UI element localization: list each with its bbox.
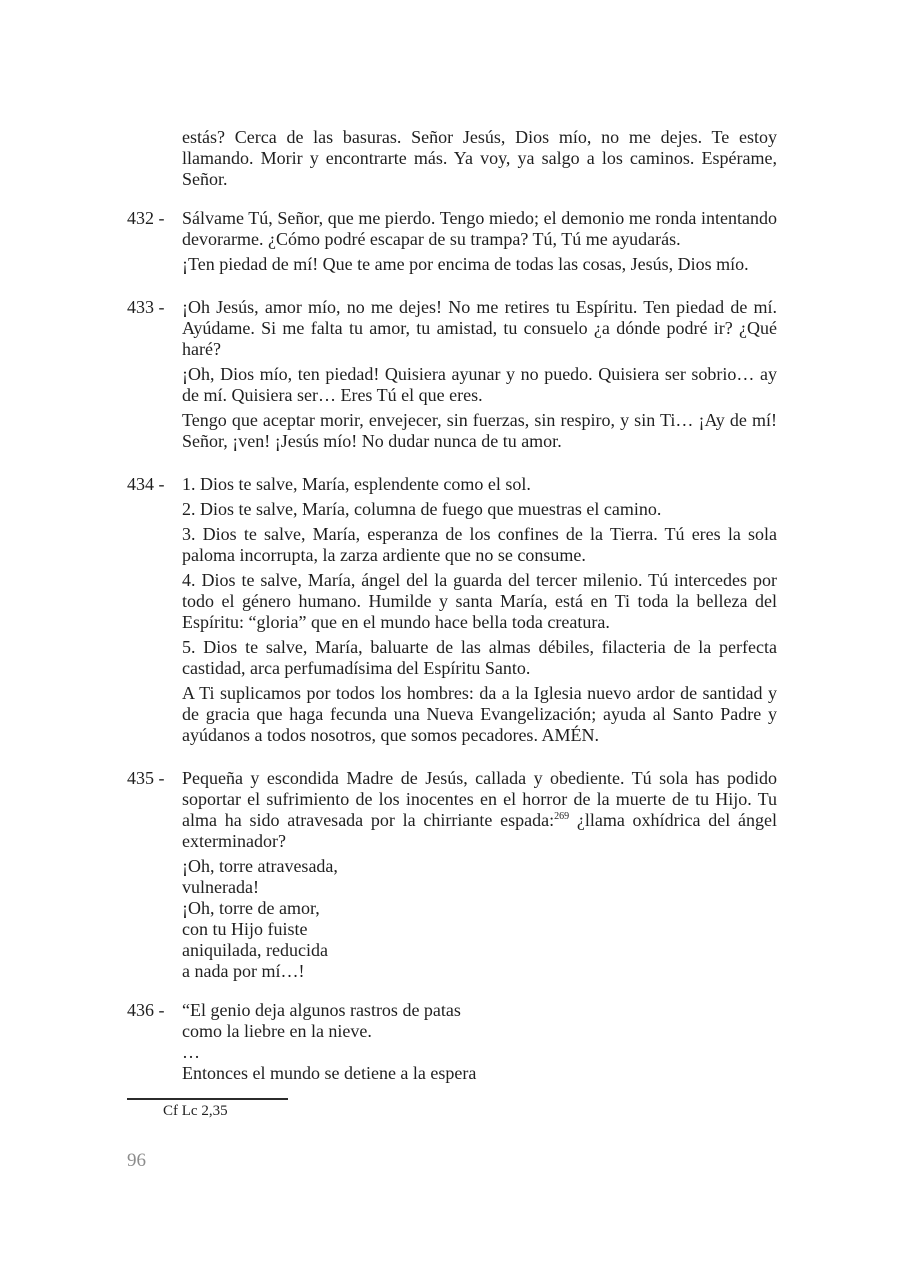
entry-435 — [127, 768, 777, 982]
verse-line: … — [182, 1042, 200, 1062]
entry-paragraph: 3. Dios te salve, María, esperanza de los confines de la Tierra. Tú eres la sola paloma incorrupta, la zarza ardiente que no se consume. — [182, 524, 777, 565]
poem — [182, 856, 777, 982]
entry-number: 435 - — [127, 768, 165, 788]
footnote-rule — [127, 1098, 288, 1100]
poem-line: con tu Hijo fuiste — [182, 919, 308, 939]
poem-line: ¡Oh, torre de amor, — [182, 898, 320, 918]
entry-paragraph: 2. Dios te salve, María, columna de fuego que muestras el camino. — [182, 499, 662, 519]
entry-body — [182, 768, 777, 982]
entry-paragraph: ¡Ten piedad de mí! Que te ame por encima de todas las cosas, Jesús, Dios mío. — [182, 254, 749, 274]
verse-line: Entonces el mundo se detiene a la espera — [182, 1063, 477, 1083]
entry-432 — [127, 208, 777, 279]
poem-line: vulnerada! — [182, 877, 259, 897]
paragraph-text: Pequeña y escondida Madre de Jesús, callada y obediente. Tú sola has podido soportar el sufrimiento de los inocentes en el horror de la muerte de tu Hijo. Tu alma ha sido atravesada por la chirriante espada: — [182, 768, 777, 830]
footnote-reference: 269 — [554, 811, 570, 822]
entry-paragraph: ¡Oh Jesús, amor mío, no me dejes! No me retires tu Espíritu. Ten piedad de mí. Ayúdame. Si me falta tu amor, tu amistad, tu consuelo ¿a dónde podré ir? ¿Qué haré? — [182, 297, 777, 359]
entry-paragraph: 1. Dios te salve, María, esplendente como el sol. — [182, 474, 531, 494]
entry-number: 433 - — [127, 297, 165, 317]
entry-434 — [127, 474, 777, 750]
entry-paragraph: Sálvame Tú, Señor, que me pierdo. Tengo miedo; el demonio me ronda intentando devorarme. ¿Cómo podré escapar de su trampa? Tú, Tú me ayudarás. — [182, 208, 777, 249]
footnote-block — [127, 1098, 777, 1120]
poem-line: a nada por mí…! — [182, 961, 305, 981]
entry-body — [182, 208, 777, 279]
entry-body — [182, 1000, 777, 1084]
verse-line: “El genio deja algunos rastros de patas — [182, 1000, 461, 1020]
footnote-text: Cf Lc 2,35 — [163, 1103, 228, 1119]
entry-body — [182, 474, 777, 750]
poem-line: ¡Oh, torre atravesada, — [182, 856, 338, 876]
entry-number: 436 - — [127, 1000, 165, 1020]
poem-line: aniquilada, reducida — [182, 940, 328, 960]
page-number: 96 — [127, 1150, 146, 1171]
continuation-paragraph: estás? Cerca de las basuras. Señor Jesús, Dios mío, no me dejes. Te estoy llamando. Morir y encontrarte más. Ya voy, ya salgo a los caminos. Espérame, Señor. — [182, 127, 777, 189]
entry-number: 434 - — [127, 474, 165, 494]
entry-paragraph: Tengo que aceptar morir, envejecer, sin fuerzas, sin respiro, y sin Ti… ¡Ay de mí! Señor, ¡ven! ¡Jesús mío! No dudar nunca de tu amor. — [182, 410, 777, 451]
entry-paragraph: 4. Dios te salve, María, ángel del la guarda del tercer milenio. Tú intercedes por todo el género humano. Humilde y santa María, está en Ti toda la belleza del Espíritu: “gloria” que en el mundo hace bella toda creatura. — [182, 570, 777, 632]
entry-paragraph: ¡Oh, Dios mío, ten piedad! Quisiera ayunar y no puedo. Quisiera ser sobrio… ay de mí. Quisiera ser… Eres Tú el que eres. — [182, 364, 777, 405]
verse-line: como la liebre en la nieve. — [182, 1021, 372, 1041]
entry-paragraph — [182, 768, 777, 852]
paragraph-text: ¿llama oxhídrica del ángel exterminador? — [182, 810, 778, 851]
entry-paragraph: A Ti suplicamos por todos los hombres: da a la Iglesia nuevo ardor de santidad y de gracia que haga fecunda una Nueva Evangelización; ayuda al Santo Padre y ayúdanos a todos nosotros, que somos pecadores. AMÉN. — [182, 683, 777, 745]
entry-body — [182, 297, 777, 456]
entry-433 — [127, 297, 777, 456]
entry-number: 432 - — [127, 208, 165, 228]
entry-paragraph: 5. Dios te salve, María, baluarte de las almas débiles, filacteria de la perfecta castidad, arca perfumadísima del Espíritu Santo. — [182, 637, 777, 678]
entry-436 — [127, 1000, 777, 1084]
